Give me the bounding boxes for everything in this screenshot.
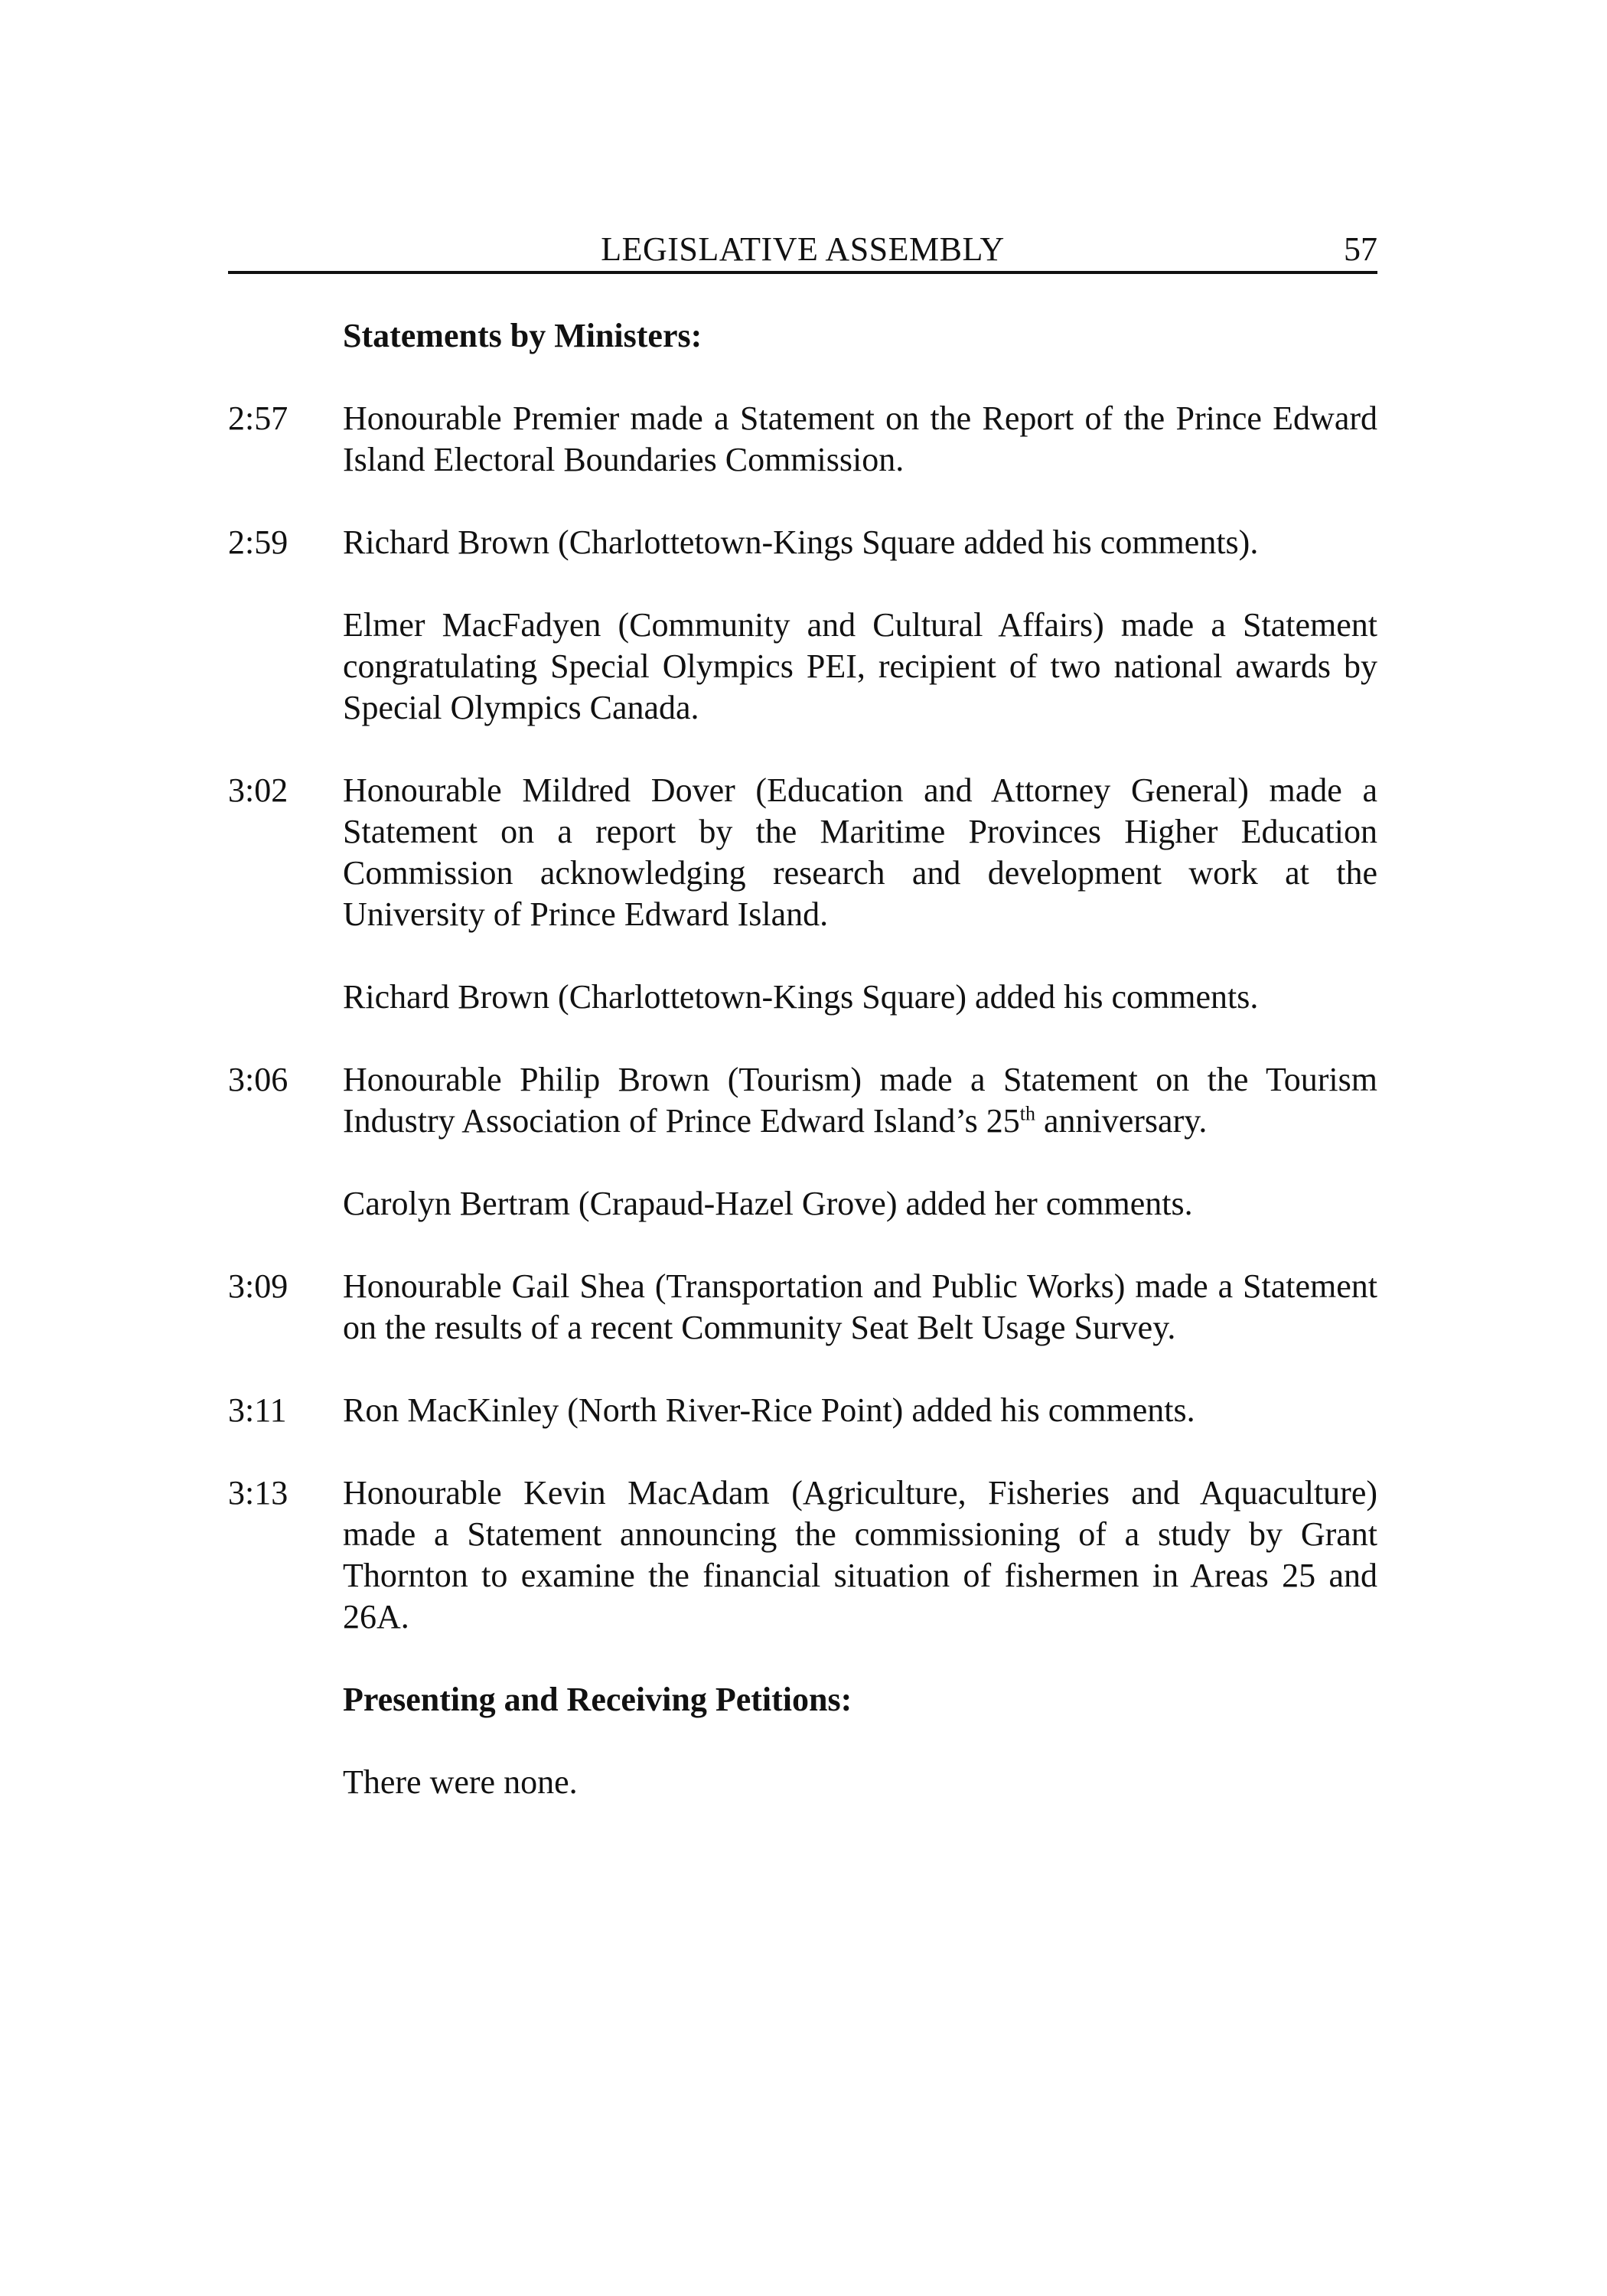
page-number: 57 [1344, 230, 1377, 268]
entry-time: 2:59 [228, 523, 288, 561]
journal-entry [228, 1266, 1377, 1349]
journal-entry [228, 1473, 1377, 1638]
entry-text: Elmer MacFadyen (Community and Cultural Affairs) made a Statement congratulating Special Olympics PEI, recipient of two national awards by Special Olympics Canada. [343, 606, 1377, 726]
entry-text: Ron MacKinley (North River-Rice Point) added his comments. [343, 1391, 1195, 1429]
journal-content [228, 315, 1377, 1803]
ordinal-superscript: th [1019, 1102, 1035, 1125]
entry-text: Richard Brown (Charlottetown-Kings Square) added his comments. [343, 978, 1259, 1016]
entry-text: Honourable Mildred Dover (Education and Attorney General) made a Statement on a report by the Maritime Provinces Higher Education Commission acknowledging research and development work at the University of Prince Edward Island. [343, 771, 1377, 933]
entry-time: 3:13 [228, 1474, 288, 1512]
entry-text [343, 1059, 1377, 1142]
section-heading-petitions: Presenting and Receiving Petitions: [343, 1681, 852, 1718]
journal-entry [228, 605, 1377, 729]
journal-entry [228, 1059, 1377, 1142]
journal-entry [228, 977, 1377, 1018]
entry-time: 3:11 [228, 1391, 287, 1429]
entry-time: 3:06 [228, 1061, 288, 1098]
entry-text: Richard Brown (Charlottetown-Kings Square added his comments). [343, 523, 1259, 561]
running-header-title: LEGISLATIVE ASSEMBLY [601, 230, 1005, 268]
entry-text: Honourable Premier made a Statement on the Report of the Prince Edward Island Electoral Boundaries Commission. [343, 400, 1377, 478]
entry-text: Carolyn Bertram (Crapaud-Hazel Grove) added her comments. [343, 1185, 1193, 1222]
entry-time: 3:09 [228, 1267, 288, 1305]
entry-text-tail: anniversary. [1035, 1102, 1208, 1140]
entry-time [228, 1183, 343, 1225]
entry-text-main: Honourable Philip Brown (Tourism) made a Statement on the Tourism Industry Association of Prince Edward Island’s 25 [343, 1061, 1377, 1140]
entry-text: Honourable Gail Shea (Transportation and Public Works) made a Statement on the results of a recent Community Seat Belt Usage Survey. [343, 1267, 1377, 1346]
journal-entry [228, 1183, 1377, 1225]
entry-time [228, 605, 343, 729]
entry-time: 2:57 [228, 400, 288, 437]
entry-time: 3:02 [228, 771, 288, 809]
entry-text: Honourable Kevin MacAdam (Agriculture, Fisheries and Aquaculture) made a Statement announcing the commissioning of a study by Grant Thornton to examine the financial situation of fishermen in Areas 25 and 26A. [343, 1474, 1377, 1636]
journal-entry [228, 1390, 1377, 1431]
page-header [228, 228, 1377, 274]
journal-entry [228, 398, 1377, 481]
journal-entry [228, 522, 1377, 563]
journal-entry [228, 770, 1377, 935]
section-heading-statements-by-ministers: Statements by Ministers: [343, 317, 702, 354]
petitions-text: There were none. [343, 1763, 578, 1801]
entry-time [228, 977, 343, 1018]
